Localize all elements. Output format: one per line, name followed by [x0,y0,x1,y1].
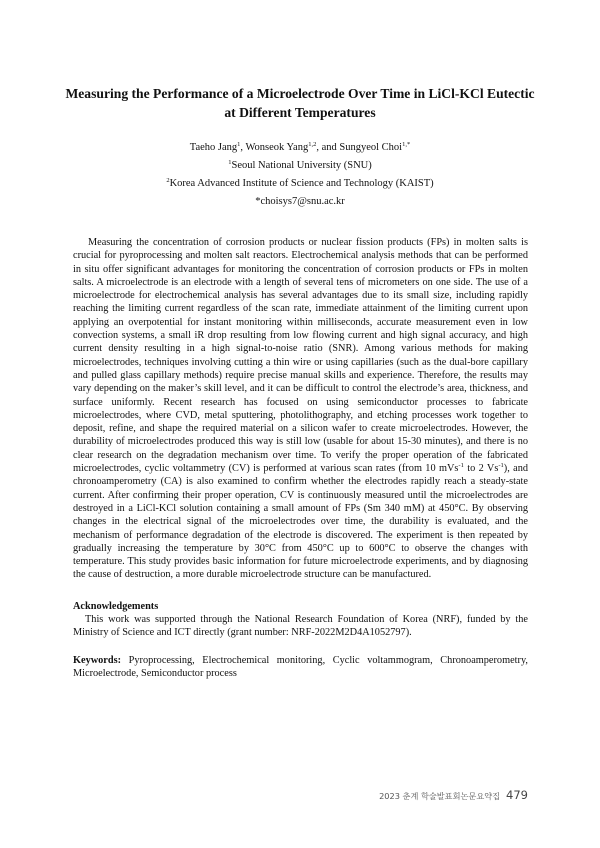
author-list [60,140,540,155]
corresponding-email: *choisys7@snu.ac.kr [255,196,345,207]
affiliation-sup: 1 [237,141,241,148]
affiliation-text: Korea Advanced Institute of Science and Technology (KAIST) [169,178,434,189]
corresponding-mark: * [406,141,411,148]
affiliation-text: Seoul National University (SNU) [231,160,372,171]
affiliation-1 [60,158,540,173]
acknowledgements-heading: Acknowledgements [73,601,159,612]
abstract-paragraph [73,236,528,582]
abstract-text-1: Measuring the concentration of corrosion products or nuclear fission products (FPs) in molten salts is crucial for pyroprocessing and molten salt reactors. Electrochemical analysis methods that can be performed in situ offer significant advantages for monitoring the concentration of corrosion products or FPs in molten salts. A microelectrode is an electrode with a length of several tens of micrometers on one side. The use of a microelectrode for electrochemical analysis has several advantages due to its small size, including rapidly reaching the limiting current regardless of the scan rate, immediate attainment of the limiting current upon applying an overpotential for instant monitoring within milliseconds, accurate measurement even in low convection systems, a small iR drop resulting from low flowing current and high signal accuracy, and high current density resulting in a high signal-to-noise ratio (SNR). Among various methods for making microelectrodes, techniques involving cutting a thin wire or using capillaries (such as the dual-bore capillary and pulled glass capillary methods) require precise manual skills and experience. Therefore, the results may vary depending on the maker’s skill level, and it can be difficult to control the electrode’s area, thickness, and surface uniformly. Recent research has focused on using semiconductor processes to fabricate microelectrodes, where CVD, metal sputtering, photolithography, and etching processes work together to deposit, refine, and shape the required material on a silicon wafer to create microelectrodes. However, the durability of microelectrodes produced this way is still low (usable for about 15-30 minutes), and there is no clear research on the degradation mechanism over time. To verify the proper operation of the fabricated microelectrodes, cyclic voltammetry (CV) is performed at various scan rates (from 10 mVs [73,237,528,475]
keywords-paragraph [73,654,528,681]
abstract-text-2: to 2 Vs [463,463,499,475]
affiliation-2 [60,176,540,191]
affiliation-sup: 1 [228,159,232,166]
keywords-label: Keywords: [73,655,122,666]
author-name: Taeho Jang [189,142,238,153]
affiliation-sup: 1,2 [308,141,317,148]
unit-exponent: -1 [498,462,504,470]
page-footer [379,788,528,802]
keywords-text: Pyroprocessing, Electrochemical monitoring, Cyclic voltammogram, Chronoamperometry, Microelectrode, Semiconductor process [73,655,528,680]
paper-title [60,84,540,122]
unit-exponent: -1 [458,462,464,470]
title-line-1: Measuring the Performance of a Microelectrode Over Time in LiCl-KCl Eutectic [65,86,535,101]
author-name: , and Sungyeol Choi [316,142,403,153]
affiliation-sup: 2 [166,177,170,184]
author-name: , Wonseok Yang [240,142,309,153]
author-block [60,140,540,212]
acknowledgements-text: This work was supported through the National Research Foundation of Korea (NRF), funded by the Ministry of Science and ICT directly (grant number: NRF-2022M2D4A1052797). [73,614,528,639]
title-line-2: at Different Temperatures [224,105,376,120]
proceedings-title: 2023 춘계 학술발표회논문요약집 [379,791,501,801]
page-number: 479 [506,788,528,802]
abstract-text-3: ), and chronoamperometry (CA) is also examined to confirm whether the electrodes rapidly reach a steady-state current. After confirming their proper operation, CV is continuously measured until the microelectrodes are destroyed in a LiCl-KCl solution containing a small amount of FPs (Sm 340 mM) at 450°C. By observing changes in the electrical signal of the microelectrodes over time, the durability is evaluated, and the mechanism of performance degradation of the electrode is discovered. The experiment is then repeated by gradually increasing the temperature by 30°C from 450°C up to 600°C to observe the changes with temperature. This study provides basic information for future microelectrode experiments, and by diagnosing the cause of destruction, a more durable microelectrode structure can be manufactured. [73,463,528,581]
affiliation-sup: 1,* [402,141,411,148]
